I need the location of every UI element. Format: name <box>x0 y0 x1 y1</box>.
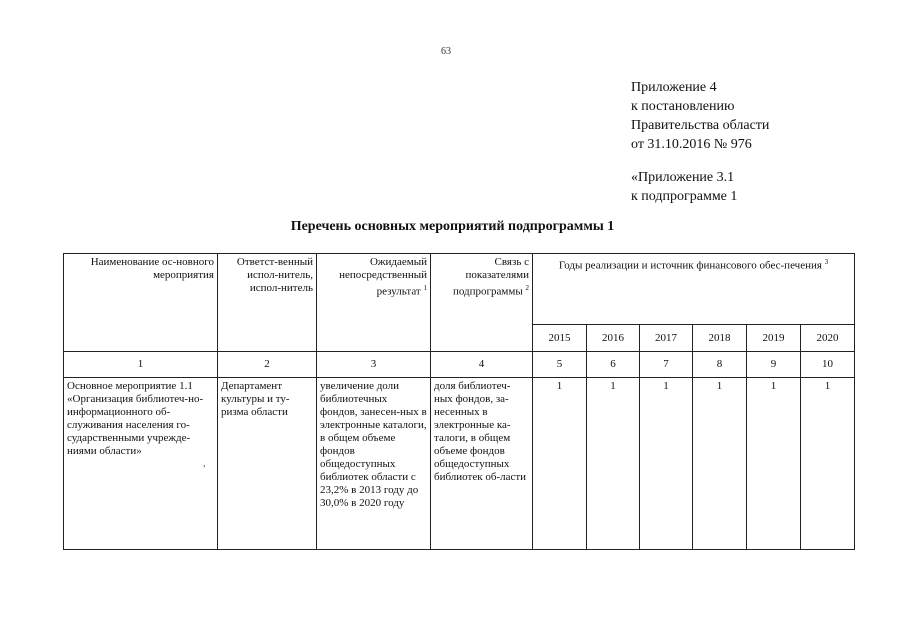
page-number: 63 <box>441 46 451 57</box>
measure-name: Основное мероприятие 1.1 «Организация библиотеч-но-информационного об-служивания населения го-сударственными учрежде-ниями области» <box>64 378 218 550</box>
measure-executor: Департамент культуры и ту-ризма области <box>218 378 317 550</box>
year-value: 1 <box>693 378 747 550</box>
header-years-group: Годы реализации и источник финансового обес-печения $^3$ <box>533 254 855 325</box>
appendix-block <box>631 78 769 206</box>
measure-result: увеличение доли библиотечных фондов, занесен-ных в электронные каталоги, в общем объеме фондов общедоступных библиотек области с 23,2% в 2013 году до 30,0% в 2020 году <box>317 378 431 550</box>
year-header: 2015 <box>533 325 587 352</box>
appendix-line: «Приложение 3.1 <box>631 170 735 185</box>
measures-table <box>63 253 855 550</box>
header-result: Ожидаемый непосредственный результат $^1$ <box>317 254 431 352</box>
year-value: 1 <box>747 378 801 550</box>
year-value: 1 <box>587 378 640 550</box>
header-executor: Ответст-венный испол-нитель, испол-нитель <box>218 254 317 352</box>
appendix-line: от 31.10.2016 № 976 <box>631 137 752 152</box>
appendix-line: Приложение 4 <box>631 80 717 95</box>
year-header: 2017 <box>640 325 693 352</box>
appendix-line: к постановлению <box>631 99 735 114</box>
column-number: 5 <box>533 352 587 378</box>
appendix-line: к подпрограмме 1 <box>631 189 738 204</box>
year-value: 1 <box>533 378 587 550</box>
year-value: 1 <box>801 378 855 550</box>
year-header: 2019 <box>747 325 801 352</box>
column-number: 2 <box>218 352 317 378</box>
column-number: 4 <box>431 352 533 378</box>
appendix-line: Правительства области <box>631 118 770 133</box>
stray-mark: , <box>203 458 206 469</box>
column-number: 7 <box>640 352 693 378</box>
year-header: 2016 <box>587 325 640 352</box>
year-header: 2018 <box>693 325 747 352</box>
year-header: 2020 <box>801 325 855 352</box>
year-value: 1 <box>640 378 693 550</box>
measure-indicator: доля библиотеч-ных фондов, за-несенных в электронные ка-талоги, в общем объеме фондов общедоступных библиотек об-ласти <box>431 378 533 550</box>
column-number: 6 <box>587 352 640 378</box>
appendix-gap <box>631 154 769 168</box>
footnote-mark: 1 <box>423 284 427 292</box>
header-indicator: Связь с показателями подпрограммы $^2$ <box>431 254 533 352</box>
column-number: 8 <box>693 352 747 378</box>
column-number: 1 <box>64 352 218 378</box>
header-name: Наименование ос-новного мероприятия <box>64 254 218 352</box>
footnote-mark: 3 <box>824 258 829 266</box>
column-number: 9 <box>747 352 801 378</box>
column-number: 10 <box>801 352 855 378</box>
document-title: Перечень основных мероприятий подпрограммы 1 <box>290 219 615 234</box>
table-row <box>64 378 855 550</box>
column-number: 3 <box>317 352 431 378</box>
footnote-mark: 2 <box>525 284 529 292</box>
